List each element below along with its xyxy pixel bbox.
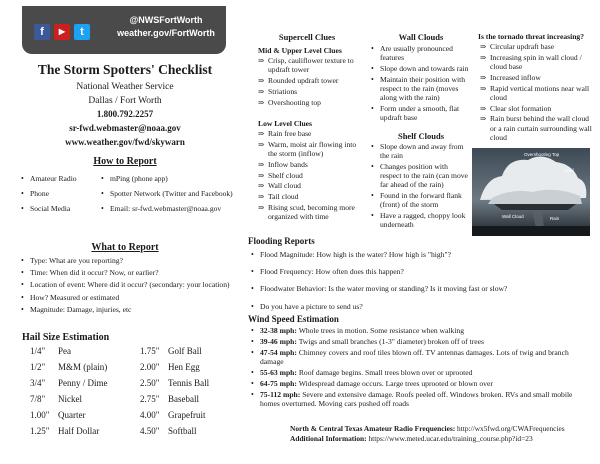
list-item: • 64-75 mph: Widespread damage occurs. Large trees uprooted or blown over xyxy=(250,379,590,388)
hail-size-row xyxy=(30,410,85,420)
hail-size: 3/4" xyxy=(30,378,46,388)
banner-website[interactable]: weather.gov/FortWorth xyxy=(117,28,215,38)
wind-list xyxy=(250,326,590,410)
hail-size-row xyxy=(30,362,107,372)
list-item: • Flood Frequency: How often does this happen? xyxy=(250,267,590,276)
twitter-icon[interactable]: t xyxy=(74,24,90,40)
hail-size: 2.75" xyxy=(140,394,160,404)
list-item: • Magnitude: Damage, injuries, etc xyxy=(20,305,232,314)
photo-label: Anvil xyxy=(564,168,574,173)
hail-heading: Hail Size Estimation xyxy=(22,332,110,343)
list-item: • mPing (phone app) xyxy=(100,174,235,183)
radio-link[interactable]: http://wx5fwd.org/CWAFrequencies xyxy=(457,424,565,433)
additional-info: Additional Information: https://www.meted.ucar.edu/training_course.php?id=23 xyxy=(290,434,533,443)
phone-number: 1.800.792.2257 xyxy=(96,109,154,119)
city-name: Dallas / Fort Worth xyxy=(88,96,162,106)
low-level-heading: Low Level Clues xyxy=(258,119,312,128)
list-item: • How? Measured or estimated xyxy=(20,293,232,302)
what-to-report-list xyxy=(20,256,232,316)
list-item: ⇒ Striations xyxy=(258,87,366,96)
hail-size: 4.00" xyxy=(140,410,160,420)
list-item: • Form under a smooth, flat updraft base xyxy=(370,104,470,122)
list-item: ⇒ Wall cloud xyxy=(258,181,366,190)
hail-size: 2.50" xyxy=(140,378,160,388)
info-link[interactable]: https://www.meted.ucar.edu/training_course.php?id=23 xyxy=(368,434,533,443)
supercell-photo xyxy=(472,148,590,236)
hail-size-row xyxy=(140,426,197,436)
contact-email[interactable]: sr-fwd.webmaster@noaa.gov xyxy=(69,123,181,133)
hail-size-row xyxy=(140,410,205,420)
list-item: • Location of event: Where did it occur? (secondary: your location) xyxy=(20,280,232,289)
hail-object: Baseball xyxy=(168,394,199,404)
list-item: • Do you have a picture to send us? xyxy=(250,302,590,311)
hail-object: M&M (plain) xyxy=(58,362,108,372)
wall-clouds-heading: Wall Clouds xyxy=(398,32,444,42)
list-item: ⇒ Increasing spin in wall cloud / cloud base xyxy=(480,53,592,71)
hail-size-row xyxy=(30,426,99,436)
hail-size: 1.75" xyxy=(140,346,160,356)
hail-size-row xyxy=(140,394,199,404)
supercell-heading: Supercell Clues xyxy=(278,32,336,42)
hail-object: Golf Ball xyxy=(168,346,202,356)
social-banner xyxy=(22,6,226,54)
flooding-list xyxy=(250,250,590,312)
list-item: ⇒ Rising scud, becoming more organized with time xyxy=(258,203,366,221)
hail-object: Nickel xyxy=(58,394,82,404)
how-to-report-heading: How to Report xyxy=(93,156,157,167)
page-title: The Storm Spotters' Checklist xyxy=(37,62,213,77)
mid-level-list xyxy=(258,56,366,108)
tornado-threat-list xyxy=(480,42,592,144)
hail-size: 4.50" xyxy=(140,426,160,436)
footer xyxy=(290,424,595,444)
list-item: • 47-54 mph: Chimney covers and roof tiles blown off. TV antennas damages. Lots of twig and branch damage xyxy=(250,348,590,367)
hail-object: Half Dollar xyxy=(58,426,100,436)
twitter-handle[interactable]: @NWSFortWorth xyxy=(129,15,203,25)
what-to-report-heading: What to Report xyxy=(91,242,159,253)
list-item: ⇒ Rapid vertical motions near wall cloud xyxy=(480,84,592,102)
list-item[interactable]: • Email: sr-fwd.webmaster@noaa.gov xyxy=(100,204,235,213)
wind-heading: Wind Speed Estimation xyxy=(248,314,339,324)
hail-size: 1/4" xyxy=(30,346,46,356)
list-item: • Amateur Radio xyxy=(20,174,90,183)
list-item: ⇒ Shelf cloud xyxy=(258,171,366,180)
hail-object: Pea xyxy=(58,346,71,356)
list-item: ⇒ Rain burst behind the wall cloud or a rain curtain surrounding wall cloud xyxy=(480,114,592,142)
report-apps-list xyxy=(100,174,235,215)
list-item: • Found in the forward flank (front) of the storm xyxy=(370,191,468,209)
flooding-heading: Flooding Reports xyxy=(248,236,315,246)
list-item: • Type: What are you reporting? xyxy=(20,256,232,265)
hail-size: 2.00" xyxy=(140,362,160,372)
list-item: • Phone xyxy=(20,189,90,198)
list-item: • Slope down and towards rain xyxy=(370,64,470,73)
hail-size-row xyxy=(140,362,200,372)
hail-size-row xyxy=(140,378,209,388)
hail-size-row xyxy=(30,346,71,356)
list-item: ⇒ Crisp, cauliflower texture to updraft tower xyxy=(258,56,366,74)
hail-size-row xyxy=(30,394,82,404)
hail-size: 1.25" xyxy=(30,426,50,436)
list-item: ⇒ Clear slot formation xyxy=(480,104,592,113)
hail-size: 7/8" xyxy=(30,394,46,404)
hail-object: Grapefruit xyxy=(168,410,206,420)
list-item: • Maintain their position with respect to the rain (moves along with the rain) xyxy=(370,75,470,103)
hail-size: 1/2" xyxy=(30,362,46,372)
hail-size-row xyxy=(30,378,108,388)
shelf-clouds-heading: Shelf Clouds xyxy=(397,131,445,141)
radio-frequencies: North & Central Texas Amateur Radio Frequencies: http://wx5fwd.org/CWAFrequencies xyxy=(290,424,565,433)
list-item: ⇒ Rain free base xyxy=(258,129,366,138)
photo-label: Wall Cloud xyxy=(502,214,524,219)
shelf-clouds-list xyxy=(370,142,468,231)
list-item: ⇒ Tail cloud xyxy=(258,192,366,201)
list-item: • 39-46 mph: Twigs and small branches (1-3" diameter) broken off of trees xyxy=(250,337,590,346)
list-item: ⇒ Rounded updraft tower xyxy=(258,76,366,85)
list-item: • Time: When did it occur? Now, or earlier? xyxy=(20,268,232,277)
hail-object: Tennis Ball xyxy=(168,378,210,388)
list-item: • Slope down and away from the rain xyxy=(370,142,468,160)
facebook-icon[interactable]: f xyxy=(34,24,50,40)
mid-level-heading: Mid & Upper Level Clues xyxy=(258,46,342,55)
list-item: • Changes position with respect to the rain (can move far ahead of the rain) xyxy=(370,162,468,190)
list-item: • Have a ragged, choppy look underneath xyxy=(370,211,468,229)
youtube-icon[interactable]: ▶ xyxy=(54,24,70,40)
list-item: • Spotter Network (Twitter and Facebook) xyxy=(100,189,235,198)
photo-label: Overshooting Top xyxy=(524,152,560,157)
list-item: ⇒ Increased inflow xyxy=(480,73,592,82)
list-item: ⇒ Overshooting top xyxy=(258,98,366,107)
storm-illustration xyxy=(472,148,590,236)
list-item: • 32-38 mph: Whole trees in motion. Some resistance when walking xyxy=(250,326,590,335)
hail-object: Softball xyxy=(168,426,197,436)
list-item: • Are usually pronounced features xyxy=(370,44,470,62)
list-item: • Floodwater Behavior: Is the water moving or standing? Is it moving fast or slow? xyxy=(250,284,590,293)
list-item: • Social Media xyxy=(20,204,90,213)
hail-object: Penny / Dime xyxy=(58,378,108,388)
list-item: • Flood Magnitude: How high is the water? How high is "high"? xyxy=(250,250,590,259)
tornado-threat-heading: Is the tornado threat increasing? xyxy=(478,32,585,41)
low-level-list xyxy=(258,129,366,223)
hail-object: Hen Egg xyxy=(168,362,200,372)
hail-size-row xyxy=(140,346,202,356)
list-item: ⇒ Circular updraft base xyxy=(480,42,592,51)
wall-clouds-list xyxy=(370,44,470,124)
hail-object: Quarter xyxy=(58,410,86,420)
list-item: ⇒ Inflow bands xyxy=(258,160,366,169)
hail-size: 1.00" xyxy=(30,410,50,420)
list-item: ⇒ Warm, moist air flowing into the storm (inflow) xyxy=(258,140,366,158)
report-methods-list xyxy=(20,174,90,215)
list-item: • 75-112 mph: Severe and extensive damage. Roofs peeled off. Windows broken. RVs and small mobile homes overturned. Moving cars pushed off roads xyxy=(250,390,590,409)
photo-label: Rain xyxy=(550,216,560,221)
banner-text xyxy=(110,14,222,40)
org-name: National Weather Service xyxy=(76,82,174,92)
list-item: • 55-63 mph: Roof damage begins. Small trees blown over or uprooted xyxy=(250,368,590,377)
skywarn-url[interactable]: www.weather.gov/fwd/skywarn xyxy=(65,137,185,147)
